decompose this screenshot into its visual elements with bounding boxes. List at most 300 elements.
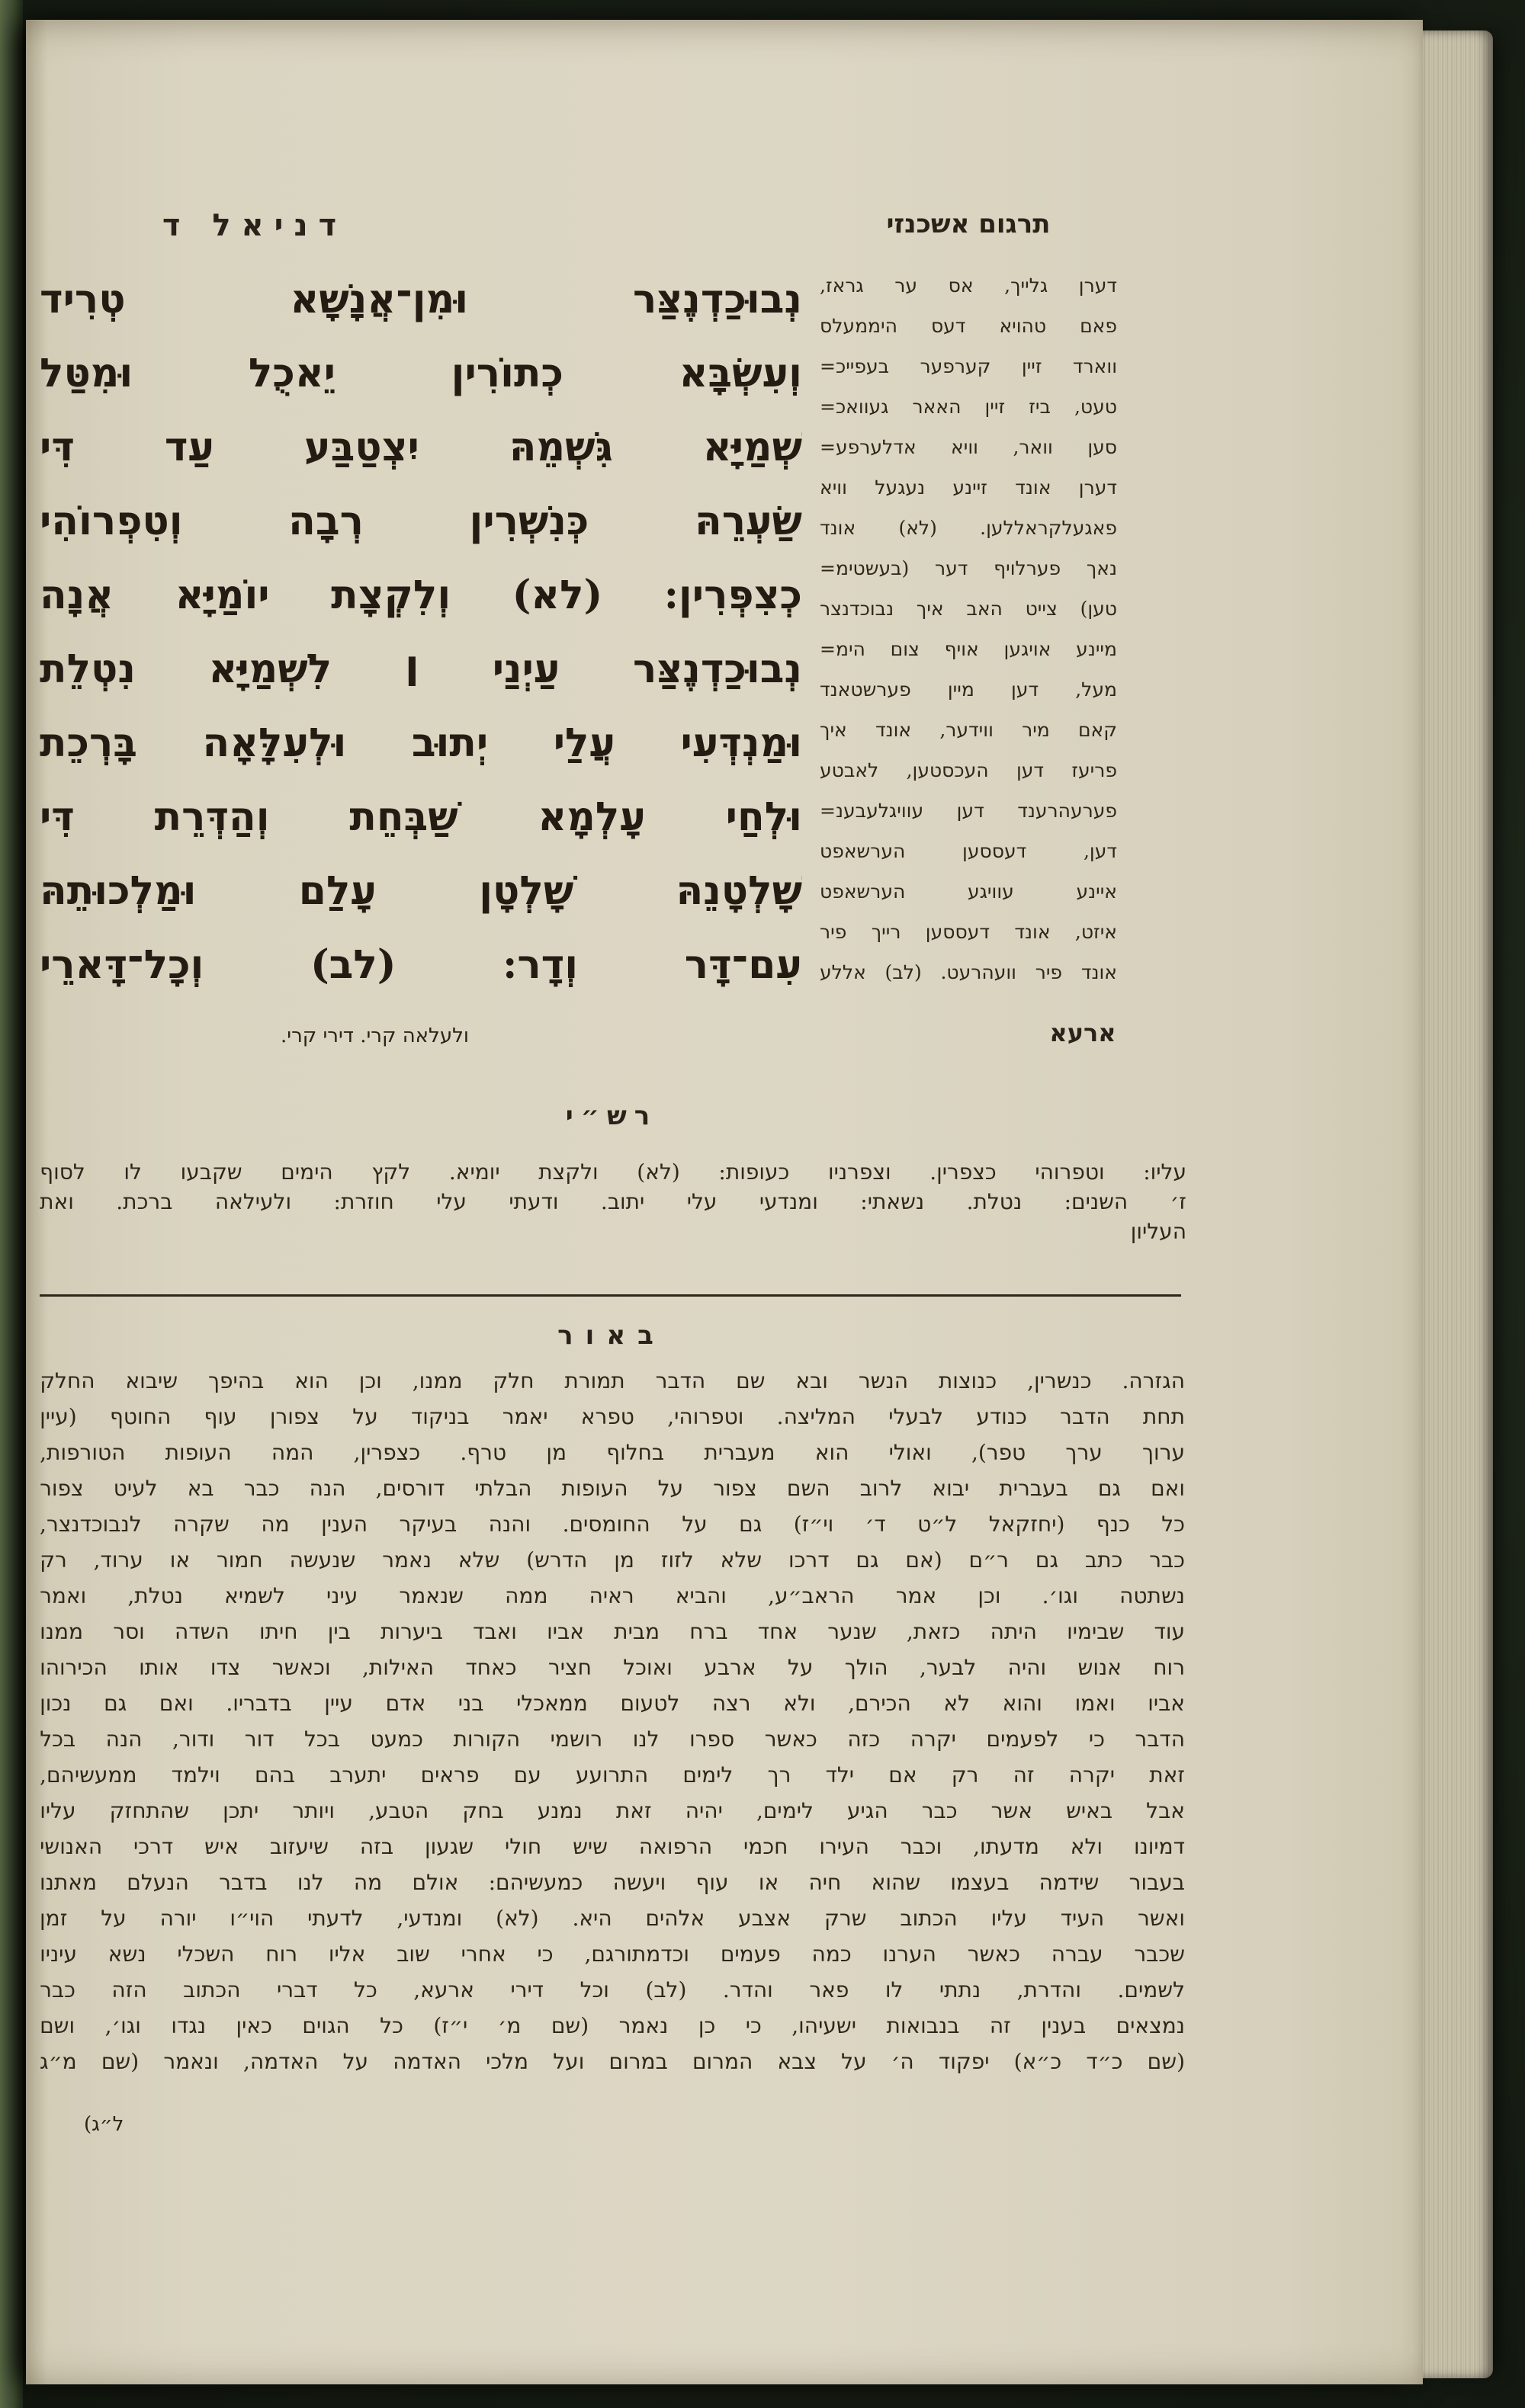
word: על — [342, 2049, 369, 2074]
word: טרף. — [460, 1440, 507, 1465]
word: דען — [956, 800, 984, 822]
word: (לב) — [645, 1977, 687, 2002]
word: ונאמר — [163, 2049, 219, 2074]
word: אמר — [895, 1583, 937, 1608]
word: ודעתי — [509, 1189, 559, 1214]
word: וילמד — [171, 1762, 220, 1788]
word: כצפרין, — [353, 1440, 421, 1465]
word: כבר — [1149, 1547, 1185, 1573]
word: באיש — [1066, 1798, 1113, 1823]
word: העופות — [165, 1440, 232, 1465]
word: בָּרְכֵת — [40, 720, 137, 766]
word: כנשרין, — [1027, 1368, 1092, 1393]
word: ממנו — [40, 1619, 83, 1644]
word: שלא — [458, 1547, 500, 1573]
word: הדבר — [1060, 1404, 1110, 1429]
word: מיין — [947, 678, 974, 701]
text-line — [40, 1793, 1185, 1829]
text-line — [40, 484, 802, 558]
word: הראב״ע, — [768, 1583, 855, 1608]
word: הרפואה — [638, 1834, 713, 1859]
word: נשתטה — [1119, 1583, 1185, 1608]
word: בעצמו — [950, 1870, 1010, 1895]
word: איך — [820, 719, 847, 741]
word: לו — [124, 1159, 142, 1185]
word: רושמי — [550, 1727, 603, 1752]
word: סען — [1087, 436, 1117, 458]
text-line — [820, 871, 1117, 912]
word: על — [352, 1404, 378, 1429]
word: בדבר — [219, 1870, 268, 1895]
word: נבוכדנצר — [820, 598, 894, 620]
word: רוח — [1153, 1655, 1185, 1680]
word: הזה — [111, 1977, 147, 2002]
word: ואת — [40, 1189, 74, 1214]
word: יהיה — [685, 1798, 723, 1823]
word: וכדמתורגם, — [584, 1941, 690, 1967]
word: בעברית — [999, 1476, 1068, 1501]
word: היא. — [572, 1906, 612, 1931]
word: האדמה — [393, 2049, 461, 2074]
word: הולך — [844, 1655, 888, 1680]
word: לקץ — [371, 1159, 411, 1185]
word: אנוש — [1077, 1655, 1122, 1680]
word: דען — [1016, 759, 1045, 781]
word: וכבר — [900, 1834, 942, 1859]
text-line — [40, 336, 802, 410]
word: עָלַם — [298, 867, 377, 914]
word: חולי — [505, 1834, 542, 1859]
word: בעבור — [1128, 1870, 1185, 1895]
text-line — [40, 1757, 1185, 1793]
word: עברה — [1051, 1941, 1103, 1967]
text-line — [40, 1900, 1185, 1936]
word: השם — [786, 1476, 830, 1501]
word: כאשר — [764, 1727, 817, 1752]
word: גלייך, — [1004, 274, 1048, 297]
word: הדבר — [655, 1368, 706, 1393]
word: אדם — [385, 1691, 426, 1716]
word: ובא — [795, 1368, 828, 1393]
word: נשאתי: — [860, 1189, 925, 1214]
word: איזט, — [1074, 921, 1117, 943]
word: ממעשיהם, — [40, 1762, 137, 1788]
word: על — [657, 1476, 684, 1501]
word: המליצה. — [776, 1404, 856, 1429]
text-line — [40, 1157, 1186, 1187]
text-line — [40, 1506, 1185, 1542]
word: (שם — [101, 2049, 140, 2074]
word: זה — [1013, 1762, 1035, 1788]
word: כי — [537, 1941, 554, 1967]
word: אולם — [412, 1870, 459, 1895]
word: הענין — [321, 1512, 368, 1537]
word: כבר — [40, 1977, 75, 2002]
word: דרכו — [788, 1547, 830, 1573]
word: (אם — [905, 1547, 942, 1573]
word: הכתוב — [183, 1977, 241, 2002]
word: כזאת, — [906, 1619, 961, 1644]
text-line — [40, 928, 802, 1002]
biur-catchword: ל״ג) — [84, 2113, 124, 2136]
word: וּמַלְכוּתֵהּ — [40, 867, 197, 914]
word: לא — [943, 1691, 971, 1716]
word: שלא — [720, 1547, 762, 1573]
word: דעססען — [925, 921, 990, 943]
word: פיר — [820, 921, 847, 943]
word: ואולי — [888, 1440, 932, 1465]
word: דעססען — [962, 840, 1027, 862]
word: צפורן — [269, 1404, 320, 1429]
text-line — [40, 410, 802, 484]
word: קאם — [1077, 719, 1117, 741]
word: ארבע — [704, 1655, 756, 1680]
word: אצבע — [738, 1906, 791, 1931]
word: הערנו — [882, 1941, 936, 1967]
word: העליון — [1130, 1219, 1186, 1244]
biblical-verse-text — [40, 262, 802, 1002]
word: וסר — [113, 1619, 145, 1644]
word: יבוא — [932, 1476, 970, 1501]
word: ביז — [1029, 396, 1051, 418]
word: טהויא — [999, 315, 1047, 337]
word: לבער, — [919, 1655, 977, 1680]
word: יאמר — [502, 1404, 548, 1429]
word: והדר. — [722, 1977, 773, 2002]
word: ומנדעי — [759, 1189, 818, 1214]
word: המרום — [692, 2049, 753, 2074]
word: כְּנִשְׁרִין — [469, 498, 589, 544]
word: בזה — [359, 1834, 394, 1859]
word: ויותר — [292, 1798, 336, 1823]
word: ארעא, — [413, 1977, 474, 2002]
word: נטלת. — [966, 1189, 1023, 1214]
word: מלכי — [486, 2049, 529, 2074]
word: ואוכל — [623, 1655, 673, 1680]
word: לנו — [297, 1870, 324, 1895]
word: ביערות — [380, 1619, 443, 1644]
word: דִּי — [40, 794, 75, 840]
word: פאר — [809, 1977, 849, 2002]
word: אויגען — [1003, 638, 1051, 660]
word: לעיט — [113, 1476, 158, 1501]
word: בעפייכ= — [820, 355, 890, 377]
word: כאשר — [967, 1941, 1020, 1967]
word: וואר, — [1013, 436, 1053, 458]
word: ממה — [505, 1583, 548, 1608]
text-line — [40, 558, 802, 632]
text-line — [820, 265, 1117, 306]
word: זיינע — [952, 476, 987, 499]
word: לו — [884, 1977, 904, 2002]
word: (לא) — [496, 1906, 539, 1931]
word: כ״א) — [1013, 2049, 1062, 2074]
word: פעמים — [720, 1941, 781, 1967]
word: ודור, — [172, 1727, 215, 1752]
word: הוי״ו — [230, 1906, 274, 1931]
word: הכירם, — [848, 1691, 911, 1716]
word: ולא — [783, 1691, 816, 1716]
text-line — [820, 629, 1117, 669]
word: החומסים. — [562, 1512, 650, 1537]
word: דברי — [277, 1977, 318, 2002]
word: וטפרוהי, — [667, 1404, 744, 1429]
word: לאבטע — [820, 759, 879, 781]
word: ולקצת — [538, 1159, 599, 1185]
word: גם — [739, 1512, 762, 1537]
word: השכלי — [177, 1941, 235, 1967]
word: ואמר — [40, 1583, 87, 1608]
word: וְטִפְרוֹהִי — [40, 498, 183, 544]
text-line — [40, 854, 802, 928]
book-page — [26, 20, 1423, 2384]
word: וכל — [580, 1977, 609, 2002]
word: נמצאים — [1116, 2013, 1185, 2038]
word: יקרה — [1068, 1762, 1115, 1788]
word: היתה — [990, 1619, 1037, 1644]
word: נעגעל — [875, 476, 926, 499]
word: הימים — [281, 1159, 333, 1185]
word: דמיונו — [1133, 1834, 1185, 1859]
word: יוֹמַיָּא — [175, 572, 270, 618]
word: היממעלס — [820, 315, 897, 337]
text-line — [820, 750, 1117, 790]
word: ד׳ — [865, 1512, 886, 1537]
word: המה — [271, 1440, 314, 1465]
word: ל״ט — [917, 1512, 958, 1537]
word: כן — [698, 2013, 716, 2038]
word: העירו — [819, 1834, 869, 1859]
word: וגו׳, — [104, 2013, 141, 2038]
word: אונד — [1015, 476, 1051, 499]
word: יתערב — [329, 1762, 387, 1788]
word: הערשאפט — [820, 840, 906, 862]
word: כזה — [847, 1727, 881, 1752]
word: בין — [327, 1619, 351, 1644]
word: וּמִטַּל — [40, 350, 133, 396]
word: נתתי — [939, 1977, 981, 2002]
word: מה — [353, 1870, 383, 1895]
word: (שם — [551, 2013, 589, 2038]
word: עיין — [324, 1691, 353, 1716]
word: הטבע, — [368, 1798, 429, 1823]
word: עוף — [204, 1404, 237, 1429]
word: כנוצות — [938, 1368, 997, 1393]
word: על — [841, 2049, 867, 2074]
word: האילות, — [361, 1655, 435, 1680]
text-line — [820, 588, 1117, 629]
word: נְבוּכַדְנֶצַּר — [633, 276, 802, 322]
text-line — [820, 912, 1117, 952]
word: חמור — [216, 1547, 263, 1573]
word: נאמר — [382, 1547, 432, 1573]
word: יִצְטַבַּע — [303, 424, 419, 470]
word: או — [758, 1870, 779, 1895]
word: ספרו — [689, 1727, 735, 1752]
word: אותו — [139, 1655, 179, 1680]
word: יקרה — [910, 1727, 956, 1752]
word: עליו: — [1143, 1159, 1186, 1185]
word: צפור — [713, 1476, 757, 1501]
word: איש — [204, 1834, 239, 1859]
word: פערלויף — [994, 557, 1061, 579]
word: אונד — [1080, 961, 1117, 983]
word: הימ= — [820, 638, 865, 660]
word: עיני — [326, 1583, 358, 1608]
word: שְׁמַיָּא — [702, 424, 802, 470]
word: ולעילאה — [214, 1189, 292, 1214]
word: צבא — [777, 2049, 817, 2074]
word: על — [682, 1512, 708, 1537]
word: מה — [261, 1512, 290, 1537]
word: מיר — [1022, 719, 1050, 741]
word: רק — [40, 1547, 67, 1573]
text-line — [820, 508, 1117, 548]
word: מעל, — [1075, 678, 1117, 701]
word: השנים: — [1064, 1189, 1128, 1214]
word: נכון — [40, 1691, 72, 1716]
word: החוטף — [109, 1404, 172, 1429]
word: בני — [458, 1691, 484, 1716]
word: והיה — [1007, 1655, 1047, 1680]
word: פערעהרענד — [1017, 800, 1117, 822]
word: אחד — [757, 1619, 798, 1644]
word: עוויגלעבענ= — [820, 800, 924, 822]
word: לנבוכדנצר, — [40, 1512, 142, 1537]
word: בכל — [40, 1727, 76, 1752]
word: עליו — [990, 1906, 1027, 1931]
word: בחק — [462, 1798, 504, 1823]
word: יְתוּב — [411, 720, 489, 766]
text-line — [40, 1972, 1185, 2008]
text-line — [40, 1829, 1185, 1865]
word: נשא — [108, 1941, 146, 1967]
text-line — [40, 1865, 1185, 1900]
word: חוזרת: — [333, 1189, 394, 1214]
word: דער — [935, 557, 968, 579]
word: קערפער — [920, 355, 991, 377]
word: זה — [989, 2013, 1011, 2038]
word: והביא — [675, 1583, 727, 1608]
word: ברח — [689, 1619, 728, 1644]
word: צדו — [210, 1655, 241, 1680]
text-line — [40, 1685, 1185, 1721]
word: שרק — [824, 1906, 867, 1931]
text-line — [820, 427, 1117, 467]
qere-masora-note: ולעלאה קרי. דירי קרי. — [281, 1024, 469, 1047]
word: לפעמים — [986, 1727, 1059, 1752]
word: הערשאפט — [820, 880, 906, 903]
word: ממאכלי — [516, 1691, 588, 1716]
book-cover-edge — [0, 0, 23, 2408]
word: (לא) — [512, 572, 603, 618]
word: גראז, — [820, 274, 864, 297]
word: הכירוהו — [40, 1655, 108, 1680]
text-line — [820, 548, 1117, 588]
word: והדרת, — [1016, 1977, 1081, 2002]
word: וצפרניו — [827, 1159, 891, 1185]
word: כי — [745, 2013, 762, 2038]
word: דערן — [1078, 476, 1117, 499]
word: מן — [546, 1440, 567, 1465]
word: ה׳ — [891, 2049, 914, 2074]
word: כל — [1161, 1512, 1185, 1537]
text-line — [820, 790, 1117, 831]
word: העיד — [1060, 1906, 1105, 1931]
text-line — [40, 632, 802, 706]
word: שַׁבְּחֵת — [349, 794, 458, 840]
word: פריעז — [1071, 759, 1117, 781]
word: בחלוף — [606, 1440, 665, 1465]
word: וּמִן־אֲנָשָׁא — [290, 276, 469, 322]
word: גם — [1097, 1476, 1121, 1501]
word: על — [787, 1655, 814, 1680]
word: התרועע — [575, 1762, 649, 1788]
word: לסוף — [40, 1159, 85, 1185]
word: שהתחזק — [109, 1798, 190, 1823]
word: עַד — [164, 424, 214, 470]
word: נמנע — [537, 1798, 583, 1823]
word: כבר — [243, 1476, 280, 1501]
word: זמן — [40, 1906, 68, 1931]
word: לנו — [632, 1727, 660, 1752]
word: הנשר — [858, 1368, 908, 1393]
text-line — [40, 1721, 1185, 1757]
word: כמעט — [370, 1727, 423, 1752]
word: שנאמר — [399, 1583, 464, 1608]
word: יתוב. — [600, 1189, 645, 1214]
text-line — [40, 1650, 1185, 1685]
text-line — [40, 1363, 1185, 1399]
word: כל — [354, 1977, 377, 2002]
word: טעט, — [1074, 396, 1117, 418]
word: טען) — [1080, 598, 1117, 620]
word: כְצִפְּרִין: — [663, 572, 802, 618]
rashi-section-header: רש״י — [565, 1101, 658, 1131]
word: בעיקר — [399, 1512, 458, 1537]
word: בהיפך — [208, 1368, 265, 1393]
word: אלהים — [645, 1906, 705, 1931]
biur-section-header: באור — [557, 1320, 666, 1351]
word: ואמו — [1074, 1691, 1116, 1716]
word: הדרש) — [526, 1547, 588, 1573]
word: רְבָה — [288, 498, 364, 544]
text-line — [40, 1470, 1185, 1506]
word: שידמה — [1039, 1870, 1100, 1895]
word: דור — [244, 1727, 274, 1752]
word: ערך — [1065, 1440, 1103, 1465]
word: עוויגע — [967, 880, 1014, 903]
word: שבימיו — [1067, 1619, 1125, 1644]
text-line — [820, 952, 1117, 992]
word: לשמים. — [1117, 1977, 1185, 2002]
word: הדבר — [1135, 1727, 1185, 1752]
word: יתכן — [223, 1798, 259, 1823]
word: פאגעלקראללען. — [980, 517, 1117, 539]
rashi-commentary-text — [40, 1157, 1186, 1246]
word: נְבוּכַדְנֶצַּר — [633, 646, 802, 692]
word: עוד — [1154, 1619, 1185, 1644]
word: מיינע — [1076, 638, 1117, 660]
word: מן — [614, 1547, 634, 1573]
text-line — [40, 1936, 1185, 1972]
word: שָׁלְטָן — [479, 867, 574, 914]
word: כעופות: — [718, 1159, 790, 1185]
word: ולא — [1070, 1834, 1103, 1859]
word: אחרי — [461, 1941, 506, 1967]
word: רך — [767, 1762, 791, 1788]
word: רייך — [871, 921, 901, 943]
